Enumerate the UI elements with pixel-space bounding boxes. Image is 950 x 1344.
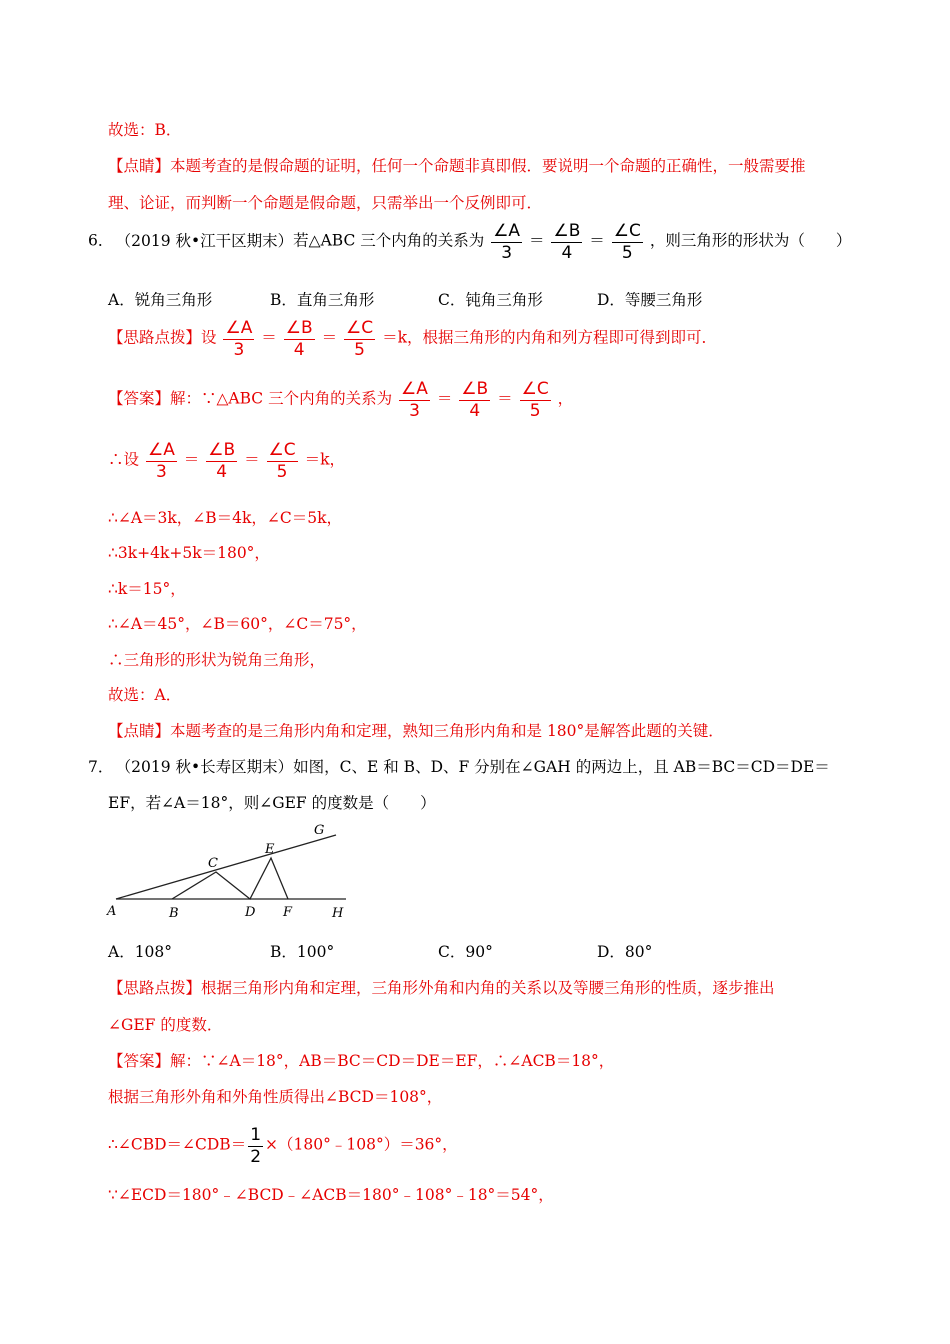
q6-step-set: ∴设 $\frac{\angle A}{3}$ ＝ $\frac{\angle B}{4}$ ＝ $\frac{\angle C}{5}$ ＝k， xyxy=(108,440,345,482)
fraction-a: $\frac{\angle A}{3}$ xyxy=(493,221,521,263)
q6-step-4: ∴∠A＝45°，∠B＝60°，∠C＝75°， xyxy=(108,615,367,633)
q6-step-5: ∴三角形的形状为锐角三角形， xyxy=(108,651,326,669)
q6-stem-pre: 若△ABC 三个内角的关系为 xyxy=(293,231,485,250)
label-g: G xyxy=(314,823,325,838)
q6-stem: 6． （2019 秋•江干区期末）若△ABC 三个内角的关系为 $\frac{\angle A}{3}$ ＝ $\frac{\angle B}{4}$ ＝ $\frac{\angle C}{5}$ ，则三角形的形状为（ ） xyxy=(88,221,852,263)
q7-option-c: C．90° xyxy=(438,943,493,961)
q6-step-1: ∴∠A＝3k，∠B＝4k，∠C＝5k， xyxy=(108,509,343,527)
q6-step-2: ∴3k+4k+5k＝180°， xyxy=(108,544,270,562)
answer-label: 【答案】 xyxy=(108,1052,171,1070)
q7-source: （2019 秋•长寿区期末） xyxy=(123,758,294,776)
label-h: H xyxy=(332,906,344,921)
q7-option-b: B．100° xyxy=(270,943,335,961)
q7-step-4: ∵∠ECD＝180°﹣∠BCD﹣∠ACB＝180°﹣108°﹣18°＝54°， xyxy=(108,1186,554,1204)
q6-hint: 【思路点拨】设 $\frac{\angle A}{3}$ ＝ $\frac{\angle B}{4}$ ＝ $\frac{\angle C}{5}$ ＝k，根据三角形的内角和列方程即可得到即可． xyxy=(108,318,717,360)
q7-step-3: ∴∠CBD＝∠CDB＝ $\frac{1}{2}$ ×（180°﹣108°）＝36°， xyxy=(108,1125,458,1167)
label-a: A xyxy=(107,904,117,919)
q7-number: 7． xyxy=(88,758,114,776)
tip-label: 【点睛】 xyxy=(108,722,171,740)
label-d: D xyxy=(245,905,256,920)
p5-tip-line2: 理、论证，而判断一个命题是假命题，只需举出一个反例即可． xyxy=(108,194,543,212)
q6-stem-post: ，则三角形的形状为（ ） xyxy=(649,231,852,250)
q6-option-c: C．钝角三角形 xyxy=(438,291,543,309)
label-c: C xyxy=(208,856,218,871)
p5-tip-line1 xyxy=(108,154,806,176)
q6-option-d: D．等腰三角形 xyxy=(597,291,703,309)
tip-text: 本题考查的是假命题的证明，任何一个命题非真即假．要说明一个命题的正确性，一般需要推 xyxy=(170,157,806,175)
hint-label: 【思路点拨】 xyxy=(108,979,202,997)
q7-figure xyxy=(100,815,360,925)
q7-stem-line1: 7． （2019 秋•长寿区期末）如图，C、E 和 B、D、F 分别在∠GAH 的两边上，且 AB＝BC＝CD＝DE＝ xyxy=(88,758,830,776)
p5-conclusion: 故选：B． xyxy=(108,121,182,139)
q7-hint-line1: 【思路点拨】根据三角形内角和定理，三角形外角和内角的关系以及等腰三角形的性质，逐步推出 xyxy=(108,979,775,997)
q6-number: 6． xyxy=(88,231,114,250)
q7-option-d: D．80° xyxy=(597,943,653,961)
q6-step-3: ∴k＝15°， xyxy=(108,580,186,598)
fraction-c: $\frac{\angle C}{5}$ xyxy=(613,221,641,263)
q6-option-a: A．锐角三角形 xyxy=(108,291,213,309)
label-b: B xyxy=(169,906,179,921)
tip-label: 【点睛】 xyxy=(108,157,171,175)
answer-label: 【答案】 xyxy=(108,389,171,408)
q7-answer-line1: 【答案】解：∵∠A＝18°，AB＝BC＝CD＝DE＝EF，∴∠ACB＝18°， xyxy=(108,1052,615,1070)
q6-step-6: 故选：A． xyxy=(108,686,182,704)
label-e: E xyxy=(265,842,275,857)
q7-hint-line2: ∠GEF 的度数． xyxy=(108,1016,223,1034)
fraction-half: $\frac{1}{2}$ xyxy=(250,1125,262,1167)
q6-answer: 【答案】解：∵△ABC 三个内角的关系为 $\frac{\angle A}{3}$ ＝ $\frac{\angle B}{4}$ ＝ $\frac{\angle C}{5}$ ， xyxy=(108,379,574,421)
fraction-b: $\frac{\angle B}{4}$ xyxy=(553,221,581,263)
q6-option-b: B．直角三角形 xyxy=(270,291,375,309)
q7-option-a: A．108° xyxy=(108,943,173,961)
q6-tip: 【点睛】本题考查的是三角形内角和定理，熟知三角形内角和是 180°是解答此题的关键． xyxy=(108,722,724,740)
q6-source: （2019 秋•江干区期末） xyxy=(123,231,294,250)
q7-answer-line2: 根据三角形外角和外角性质得出∠BCD＝108°， xyxy=(108,1088,443,1106)
q7-stem-line2: EF，若∠A＝18°，则∠GEF 的度数是（ ） xyxy=(108,794,436,812)
hint-label: 【思路点拨】 xyxy=(108,328,202,347)
label-f: F xyxy=(283,905,293,920)
